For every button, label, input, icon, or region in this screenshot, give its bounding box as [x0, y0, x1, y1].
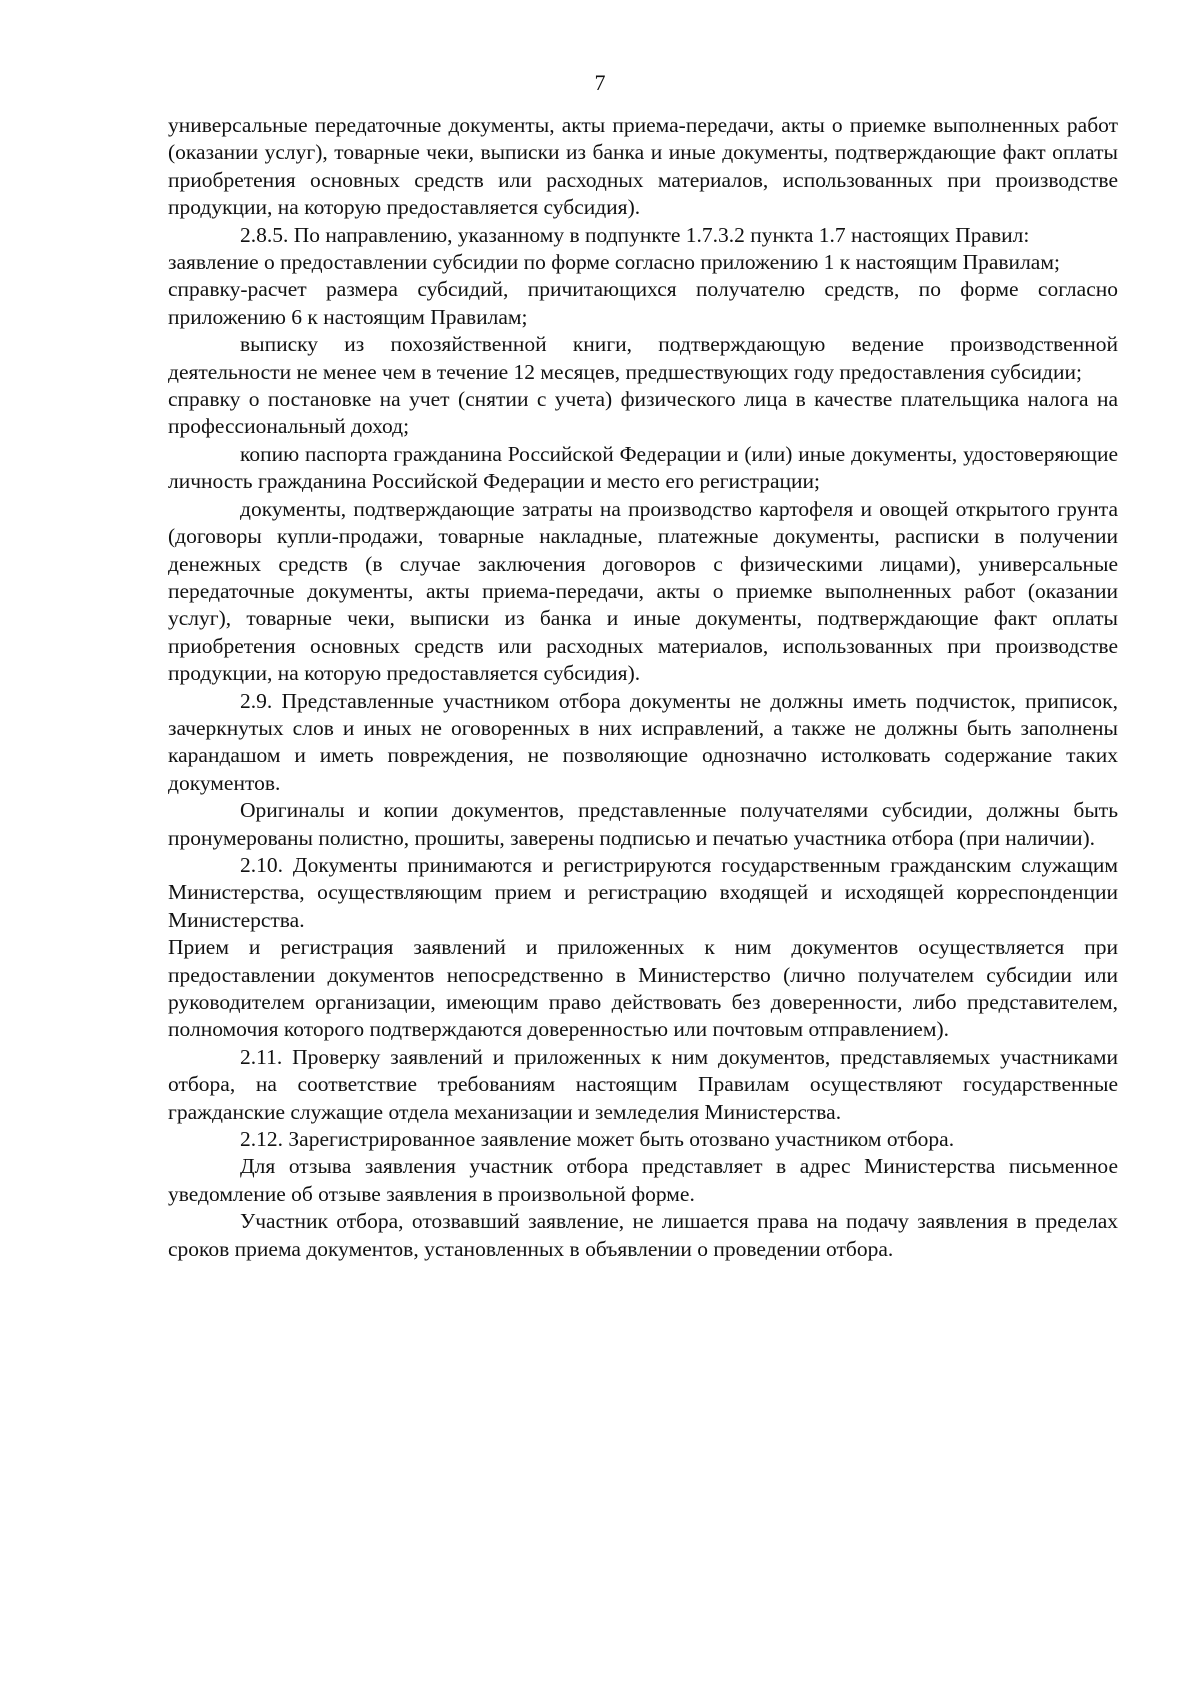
- paragraph-2-12: 2.12. Зарегистрированное заявление может быть отозвано участником отбора.: [240, 1127, 955, 1152]
- paragraph-withdrawal-rights: Участник отбора, отозвавший заявление, не лишается права на подачу заявления в пределах сроков приема документов, установленных в объявлении о проведении отбора.: [168, 1209, 1118, 1261]
- paragraph-tax-registration-certificate: справку о постановке на учет (снятии с учета) физического лица в качестве плательщика налога на профессиональный доход;: [168, 387, 1118, 439]
- paragraph-originals-and-copies: Оригиналы и копии документов, представленные получателями субсидии, должны быть пронумерованы полистно, прошиты, заверены подписью и печатью участника отбора (при наличии).: [168, 798, 1118, 850]
- paragraph-reception-registration: Прием и регистрация заявлений и приложенных к ним документов осуществляется при предоставлении документов непосредственно в Министерство (лично получателем субсидии или руководителем организации, имеющим право действовать без доверенности, либо представителем, полномочия которого подтверждаются доверенностью или почтовым отправлением).: [168, 935, 1118, 1042]
- page-number: 7: [594, 70, 606, 95]
- document-body: [168, 112, 1118, 1263]
- paragraph-documents-list-end: универсальные передаточные документы, акты приема-передачи, акты о приемке выполненных работ (оказании услуг), товарные чеки, выписки из банка и иные документы, подтверждающие факт оплаты приобретения основных средств или расходных материалов, использованных при производстве продукции, на которую предоставляется субсидия).: [168, 113, 1118, 220]
- paragraph-household-book-extract: выписку из похозяйственной книги, подтверждающую ведение производственной деятельности не менее чем в течение 12 месяцев, предшествующих году предоставления субсидии;: [168, 332, 1118, 384]
- paragraph-2-9: 2.9. Представленные участником отбора документы не должны иметь подчисток, приписок, зачеркнутых слов и иных не оговоренных в них исправлений, а также не должны быть заполнены карандашом и иметь повреждения, не позволяющие однозначно истолковать содержание таких документов.: [168, 688, 1118, 795]
- paragraph-2-8-5: 2.8.5. По направлению, указанному в подпункте 1.7.3.2 пункта 1.7 настоящих Правил:: [240, 222, 1030, 247]
- paragraph-withdrawal-notice: Для отзыва заявления участник отбора представляет в адрес Министерства письменное уведомление об отзыве заявления в произвольной форме.: [168, 1154, 1118, 1206]
- paragraph-2-10: 2.10. Документы принимаются и регистрируются государственным гражданским служащим Министерства, осуществляющим прием и регистрацию входящей и исходящей корреспонденции Министерства.: [168, 852, 1118, 932]
- paragraph-passport-copy: копию паспорта гражданина Российской Федерации и (или) иные документы, удостоверяющие личность гражданина Российской Федерации и место его регистрации;: [168, 441, 1118, 494]
- paragraph-calculation-certificate: справку-расчет размера субсидий, причитающихся получателю средств, по форме согласно приложению 6 к настоящим Правилам;: [168, 277, 1118, 329]
- paragraph-application: заявление о предоставлении субсидии по форме согласно приложению 1 к настоящим Правилам;: [168, 250, 1060, 275]
- paragraph-cost-documents: документы, подтверждающие затраты на производство картофеля и овощей открытого грунта (договоры купли-продажи, товарные накладные, платежные документы, расписки в получении денежных средств (в случае заключения договоров с физическими лицами), универсальные передаточные документы, акты приема-передачи, акты о приемке выполненных работ (оказании услуг), товарные чеки, выписки из банка и иные документы, подтверждающие факт оплаты приобретения основных средств или расходных материалов, использованных при производстве продукции, на которую предоставляется субсидия).: [168, 496, 1118, 686]
- paragraph-2-11: 2.11. Проверку заявлений и приложенных к ним документов, представляемых участниками отбора, на соответствие требованиям настоящим Правилам осуществляют государственные гражданские служащие отдела механизации и земледелия Министерства.: [168, 1044, 1118, 1124]
